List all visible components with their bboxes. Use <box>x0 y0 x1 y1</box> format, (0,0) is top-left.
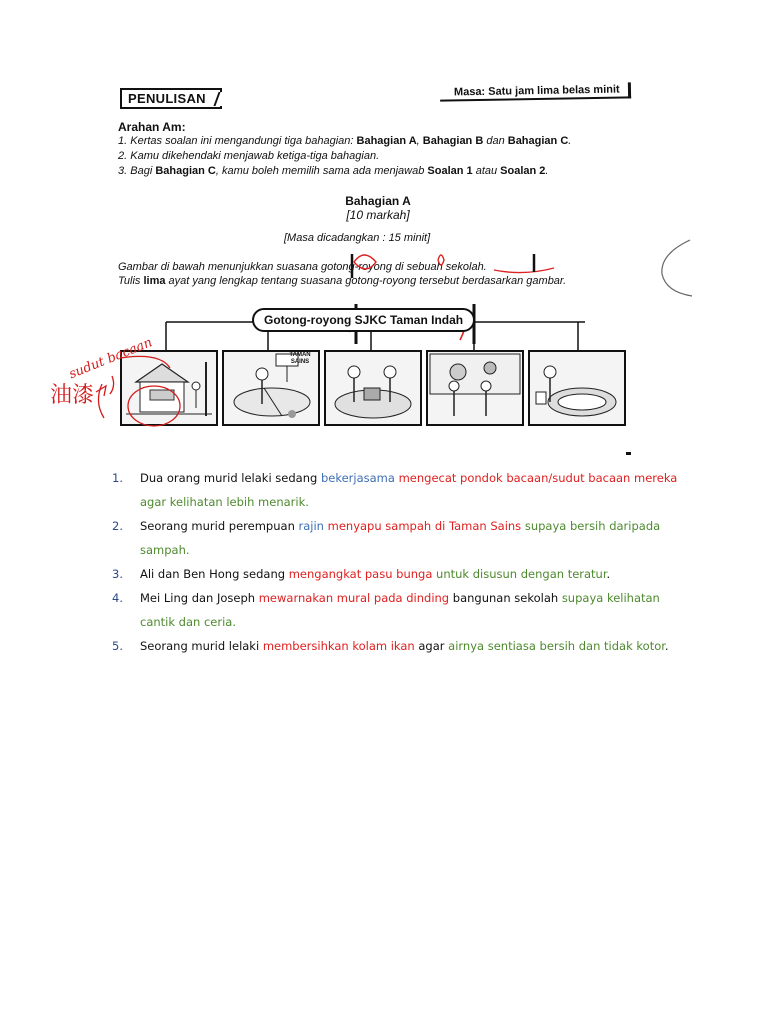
handwritten-note: sudut bacaan <box>66 335 155 383</box>
answer-text <box>140 586 692 634</box>
answer-number: 1. <box>112 471 123 485</box>
page-edge-mark <box>654 238 694 298</box>
answer-segment-black: Seorang murid perempuan <box>140 519 299 533</box>
answer-segment-black: bangunan sekolah <box>449 591 562 605</box>
handwritten-annotation <box>50 322 190 442</box>
answer-segment-green: airnya sentiasa bersih dan tidak kotor <box>448 639 665 653</box>
topic-box: Gotong-royong SJKC Taman Indah <box>252 308 475 332</box>
answer-segment-blue: rajin <box>298 519 324 533</box>
answer-item <box>112 514 692 562</box>
answer-segment-green: agar kelihatan lebih menarik. <box>140 495 309 509</box>
answer-segment-black: . <box>606 567 611 581</box>
part-title: Bahagian A <box>345 194 411 208</box>
instruction-item: 2. Kamu dikehendaki menjawab ketiga-tiga bahagian. <box>118 150 380 162</box>
answer-segment-green: supaya bersih daripada sampah. <box>140 519 661 557</box>
question-text: Gambar di bawah menunjukkan suasana gotong-royong di sebuah sekolah. Tulis lima ayat yang lengkap tentang suasana gotong-royong tersebut berdasarkan gambar. <box>118 261 567 287</box>
picture-flower-pot <box>324 350 422 426</box>
suggested-time: [Masa dicadangkan : 15 minit] <box>284 232 431 244</box>
answer-number: 2. <box>112 519 123 533</box>
answer-segment-red: mengecat pondok bacaan/sudut bacaan mereka <box>394 471 678 485</box>
answer-segment-red: menyapu sampah di Taman Sains <box>323 519 522 533</box>
time-label: Masa: Satu jam lima belas minit <box>440 82 631 101</box>
answer-text <box>140 514 692 562</box>
picture-sweeping <box>222 350 320 426</box>
picture-strip <box>120 350 634 424</box>
answer-segment-black: Seorang murid lelaki <box>140 639 263 653</box>
answer-list <box>112 466 692 658</box>
answer-segment-red: membersihkan kolam ikan <box>262 639 415 653</box>
answer-segment-black: Dua orang murid lelaki sedang <box>140 471 321 485</box>
answer-segment-black: Mei Ling dan Joseph <box>140 591 259 605</box>
answer-text <box>140 562 692 586</box>
picture-sign: TAMAN SAINS <box>289 352 311 365</box>
answer-segment-black: . <box>664 639 669 653</box>
answer-number: 4. <box>112 591 123 605</box>
dash-mark <box>626 452 631 455</box>
picture-fish-pond <box>528 350 626 426</box>
part-marks: [10 markah] <box>346 208 410 222</box>
instruction-item: 3. Bagi Bahagian C, kamu boleh memilih sama ada menjawab Soalan 1 atau Soalan 2. <box>118 165 549 177</box>
answer-segment-green: untuk disusun dengan teratur <box>432 567 607 581</box>
picture-mural <box>426 350 524 426</box>
answer-segment-black: Ali dan Ben Hong sedang <box>140 567 289 581</box>
instruction-item: 1. Kertas soalan ini mengandungi tiga bahagian: Bahagian A, Bahagian B dan Bahagian C. <box>118 135 572 147</box>
answer-item <box>112 634 692 658</box>
answer-segment-red: mewarnakan mural pada dinding <box>258 591 450 605</box>
answer-text <box>140 466 692 514</box>
instructions-title: Arahan Am: <box>118 120 186 134</box>
answer-item <box>112 466 692 514</box>
answer-segment-green: supaya kelihatan cantik dan ceria. <box>140 591 660 629</box>
answer-segment-blue: bekerjasama <box>320 471 395 485</box>
answer-text <box>140 634 692 658</box>
answer-number: 3. <box>112 567 123 581</box>
section-label: PENULISAN <box>120 88 222 109</box>
answer-segment-red: mengangkat pasu bunga <box>288 567 433 581</box>
answer-number: 5. <box>112 639 123 653</box>
answer-item <box>112 562 692 586</box>
answer-item <box>112 586 692 634</box>
answer-segment-black: agar <box>414 639 449 653</box>
handwritten-chinese: 油漆 <box>50 383 95 408</box>
